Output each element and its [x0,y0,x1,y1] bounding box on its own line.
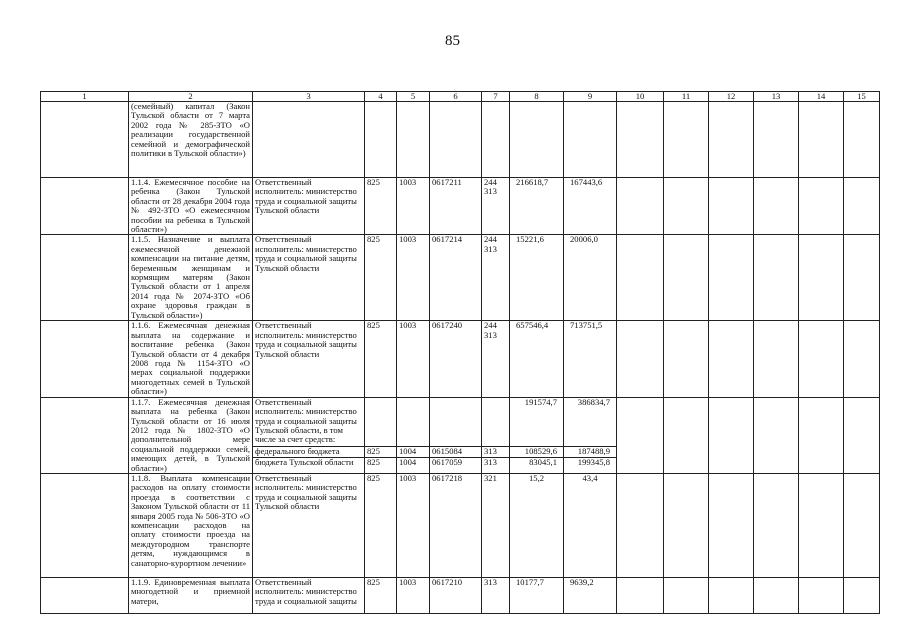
column-header: 9 [564,92,617,102]
cell-col9: 167443,6 [564,178,617,235]
cell-col11 [664,577,709,613]
column-header: 3 [253,92,365,102]
column-header: 5 [397,92,430,102]
cell-col9: 20006,0 [564,235,617,321]
column-header: 4 [365,92,397,102]
cell-col14 [799,397,844,473]
cell-col14 [799,102,844,178]
cell-target: 0617240 [430,321,482,397]
cell-col13 [754,321,799,397]
cell-col11 [664,235,709,321]
table-row [41,321,880,397]
cell-col13 [754,235,799,321]
cell-col9: 199345,8 [564,457,617,473]
cell-target: 0617214 [430,235,482,321]
cell-col9: 386834,7 [564,397,617,446]
cell-col15 [844,473,880,577]
cell-col10 [617,321,664,397]
cell-col8: 10177,7 [510,577,564,613]
cell-col15 [844,397,880,473]
cell-executor: Ответственный исполнитель: министерство труда и социальной защиты Тульской области [253,321,365,397]
cell-section: 1003 [397,235,430,321]
cell-measure: (семейный) капитал (Закон Тульской области от 7 марта 2002 года № 285-ЗТО «О реализации государственной семейной и демографической политики в Тульской области») [129,102,253,178]
cell-col12 [709,321,754,397]
cell-section [397,397,430,446]
cell-executor: Ответственный исполнитель: министерство труда и социальной защиты Тульской области, в том числе за счет средств: [253,397,365,446]
cell-col15 [844,577,880,613]
cell-vr: 313 [482,457,510,473]
column-header: 7 [482,92,510,102]
cell-col15 [844,235,880,321]
cell-col14 [799,235,844,321]
cell-target [430,102,482,178]
cell-section: 1003 [397,473,430,577]
cell-col11 [664,397,709,473]
cell-section: 1003 [397,321,430,397]
cell-col8: 15221,6 [510,235,564,321]
table-row [41,178,880,235]
cell-col10 [617,235,664,321]
column-header: 8 [510,92,564,102]
cell-col14 [799,321,844,397]
cell-grbs [365,397,397,446]
column-header: 13 [754,92,799,102]
column-number-row [41,92,880,102]
cell-col11 [664,321,709,397]
cell-executor [253,102,365,178]
cell-vr: 313 [482,577,510,613]
cell-vr [482,397,510,446]
cell-col14 [799,577,844,613]
cell-col12 [709,235,754,321]
cell-col9: 43,4 [564,473,617,577]
cell-col9: 9639,2 [564,577,617,613]
cell-target: 0617059 [430,457,482,473]
cell-grbs [365,102,397,178]
cell-vr: 244 313 [482,235,510,321]
cell-col9 [564,102,617,178]
cell-target: 0617210 [430,577,482,613]
cell-col13 [754,397,799,473]
column-header: 12 [709,92,754,102]
cell-section [397,102,430,178]
cell-col13 [754,577,799,613]
cell-grbs: 825 [365,235,397,321]
cell-grbs: 825 [365,473,397,577]
cell-col12 [709,102,754,178]
cell-col8: 191574,7 [510,397,564,446]
cell-col12 [709,473,754,577]
cell-col11 [664,102,709,178]
cell-target: 0615084 [430,446,482,457]
cell-col15 [844,321,880,397]
cell-executor: бюджета Тульской области [253,457,365,473]
cell-col8: 83045,1 [510,457,564,473]
cell-col15 [844,178,880,235]
cell-col8: 216618,7 [510,178,564,235]
cell-measure: 1.1.8. Выплата компенсации расходов на оплату стоимости проезда в соответствии с Законом Тульской области от 11 января 2005 года № 506-ЗТО «О компенсации расходов на оплату стоимости проезда на междугородном транспорте детям, нуждающимся в санаторно-курортном лечении» [129,473,253,577]
column-header: 2 [129,92,253,102]
cell-section: 1004 [397,457,430,473]
table-row [41,235,880,321]
cell-col10 [617,397,664,473]
page-number: 85 [445,33,460,49]
cell-executor: Ответственный исполнитель: министерство труда и социальной защиты Тульской области [253,235,365,321]
cell-number [41,473,129,577]
cell-grbs: 825 [365,178,397,235]
cell-number [41,235,129,321]
column-header: 10 [617,92,664,102]
cell-measure: 1.1.9. Единовременная выплата многодетной и приемной матери, [129,577,253,613]
cell-col12 [709,577,754,613]
cell-col12 [709,397,754,473]
cell-vr: 321 [482,473,510,577]
column-header: 6 [430,92,482,102]
cell-grbs: 825 [365,321,397,397]
cell-measure: 1.1.5. Назначение и выплата ежемесячной денежной компенсации на питание детям, беременным женщинам и кормящим матерям (Закон Тульской области от 1 апреля 2014 года № 2074-ЗТО «Об охране здоровья граждан в Тульской области») [129,235,253,321]
cell-col8: 15,2 [510,473,564,577]
cell-target: 0617218 [430,473,482,577]
cell-section: 1004 [397,446,430,457]
budget-table [40,91,880,614]
cell-executor: Ответственный исполнитель: министерство труда и социальной защиты Тульской области [253,473,365,577]
cell-grbs: 825 [365,446,397,457]
table-row [41,102,880,178]
cell-col14 [799,473,844,577]
column-header: 11 [664,92,709,102]
cell-col14 [799,178,844,235]
table-row [41,577,880,613]
cell-col9: 187488,9 [564,446,617,457]
cell-measure: 1.1.4. Ежемесячное пособие на ребенка (Закон Тульской области от 28 декабря 2004 года № 492-ЗТО «О ежемесячном пособии на ребенка в Тульской области») [129,178,253,235]
cell-number [41,577,129,613]
cell-executor: Ответственный исполнитель: министерство труда и социальной защиты [253,577,365,613]
cell-col10 [617,102,664,178]
cell-executor: Ответственный исполнитель: министерство труда и социальной защиты Тульской области [253,178,365,235]
cell-col12 [709,178,754,235]
cell-col13 [754,473,799,577]
cell-col8: 657546,4 [510,321,564,397]
cell-number [41,178,129,235]
column-header: 1 [41,92,129,102]
table-row [41,397,880,446]
cell-target [430,397,482,446]
cell-section: 1003 [397,178,430,235]
column-header: 14 [799,92,844,102]
cell-col9: 713751,5 [564,321,617,397]
cell-col13 [754,102,799,178]
cell-col11 [664,178,709,235]
cell-vr [482,102,510,178]
cell-vr: 244 313 [482,321,510,397]
cell-col10 [617,577,664,613]
cell-vr: 313 [482,446,510,457]
table-row [41,473,880,577]
cell-col13 [754,178,799,235]
cell-col10 [617,178,664,235]
cell-col10 [617,473,664,577]
cell-number [41,102,129,178]
cell-section: 1003 [397,577,430,613]
cell-measure: 1.1.6. Ежемесячная денежная выплата на содержание и воспитание ребенка (Закон Тульской области от 4 декабря 2008 года № 1154-ЗТО «О мерах социальной поддержки многодетных семей в Тульской области») [129,321,253,397]
cell-col8 [510,102,564,178]
cell-measure: 1.1.7. Ежемесячная денежная выплата на ребенка (Закон Тульской области от 16 июля 2012 года № 1802-ЗТО «О дополнительной мере социальной поддержки семей, имеющих детей, в Тульской области») [129,397,253,473]
cell-col15 [844,102,880,178]
cell-col8: 108529,6 [510,446,564,457]
cell-col11 [664,473,709,577]
cell-number [41,321,129,397]
cell-target: 0617211 [430,178,482,235]
cell-executor: федерального бюджета [253,446,365,457]
cell-number [41,397,129,473]
cell-grbs: 825 [365,457,397,473]
cell-grbs: 825 [365,577,397,613]
cell-vr: 244 313 [482,178,510,235]
column-header: 15 [844,92,880,102]
